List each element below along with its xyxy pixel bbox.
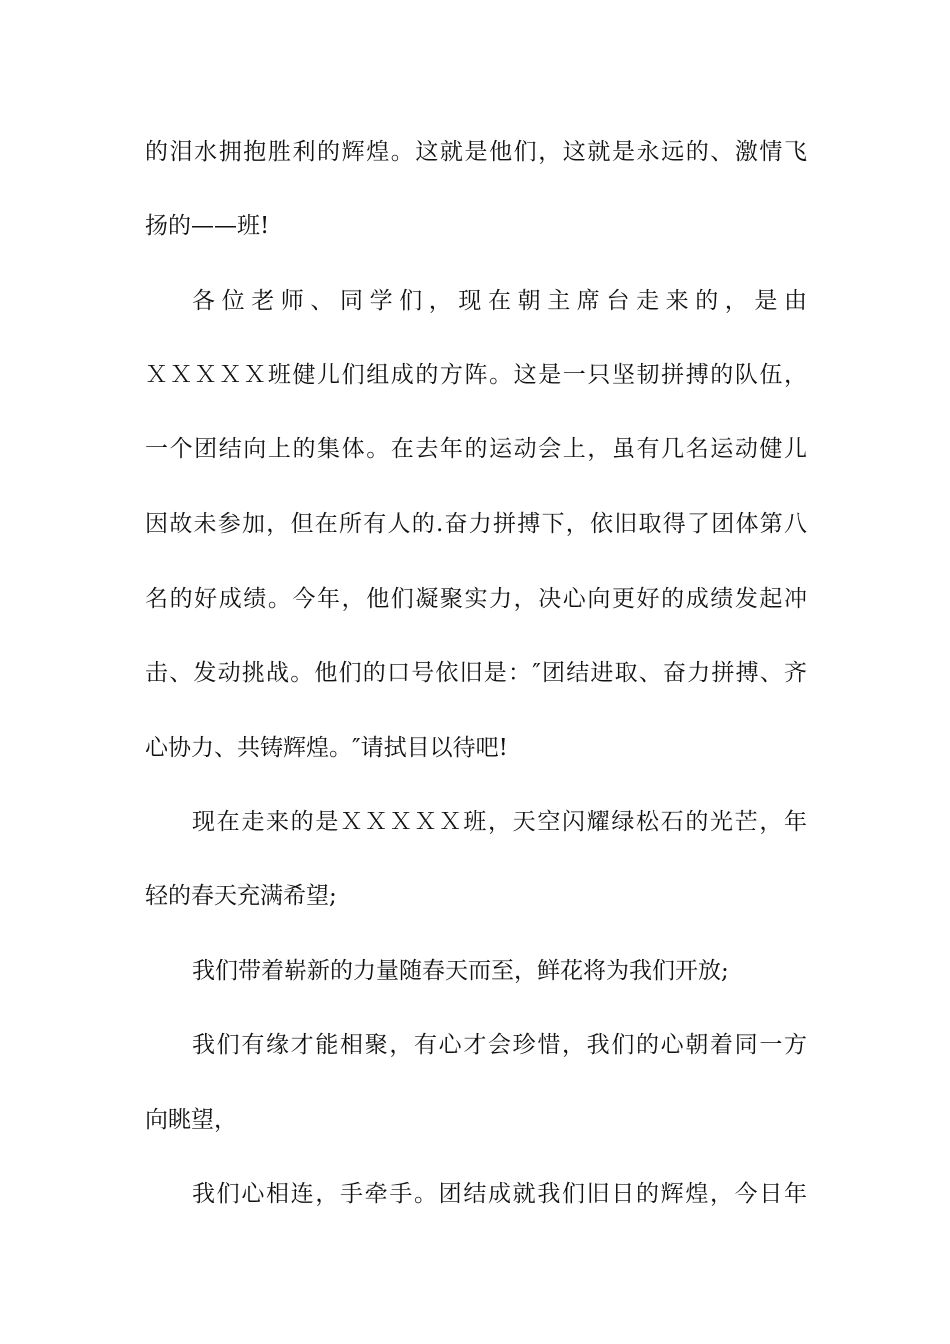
paragraph-start-line: 各位老师、同学们，现在朝主席台走来的，是由 xyxy=(192,288,807,314)
text-line: 名的好成绩。今年，他们凝聚实力，决心向更好的成绩发起冲 xyxy=(145,586,807,612)
text-line: 击、发动挑战。他们的口号依旧是：″团结进取、奋力拼搏、齐 xyxy=(145,660,807,686)
text-line: 扬的——班! xyxy=(145,213,270,239)
paragraph-start-line: 现在走来的是ＸＸＸＸＸ班，天空闪耀绿松石的光芒，年 xyxy=(192,809,807,835)
text-line: 因故未参加，但在所有人的.奋力拼搏下，依旧取得了团体第八 xyxy=(145,511,807,537)
paragraph-start-line: 我们心相连，手牵手。团结成就我们旧日的辉煌，今日年 xyxy=(192,1181,807,1207)
text-line: ＸＸＸＸＸ班健儿们组成的方阵。这是一只坚韧拼搏的队伍， xyxy=(145,362,807,388)
text-line: 轻的春天充满希望; xyxy=(145,883,337,909)
text-line: 一个团结向上的集体。在去年的运动会上，虽有几名运动健儿 xyxy=(145,436,807,462)
text-line: 向眺望， xyxy=(145,1107,237,1133)
paragraph-start-line: 我们有缘才能相聚，有心才会珍惜，我们的心朝着同一方 xyxy=(192,1032,807,1058)
text-line: 的泪水拥抱胜利的辉煌。这就是他们，这就是永远的、激情飞 xyxy=(145,139,807,165)
paragraph-start-line: 我们带着崭新的力量随春天而至，鲜花将为我们开放; xyxy=(192,958,729,984)
text-line: 心协力、共铸辉煌。″请拭目以待吧! xyxy=(145,735,508,761)
